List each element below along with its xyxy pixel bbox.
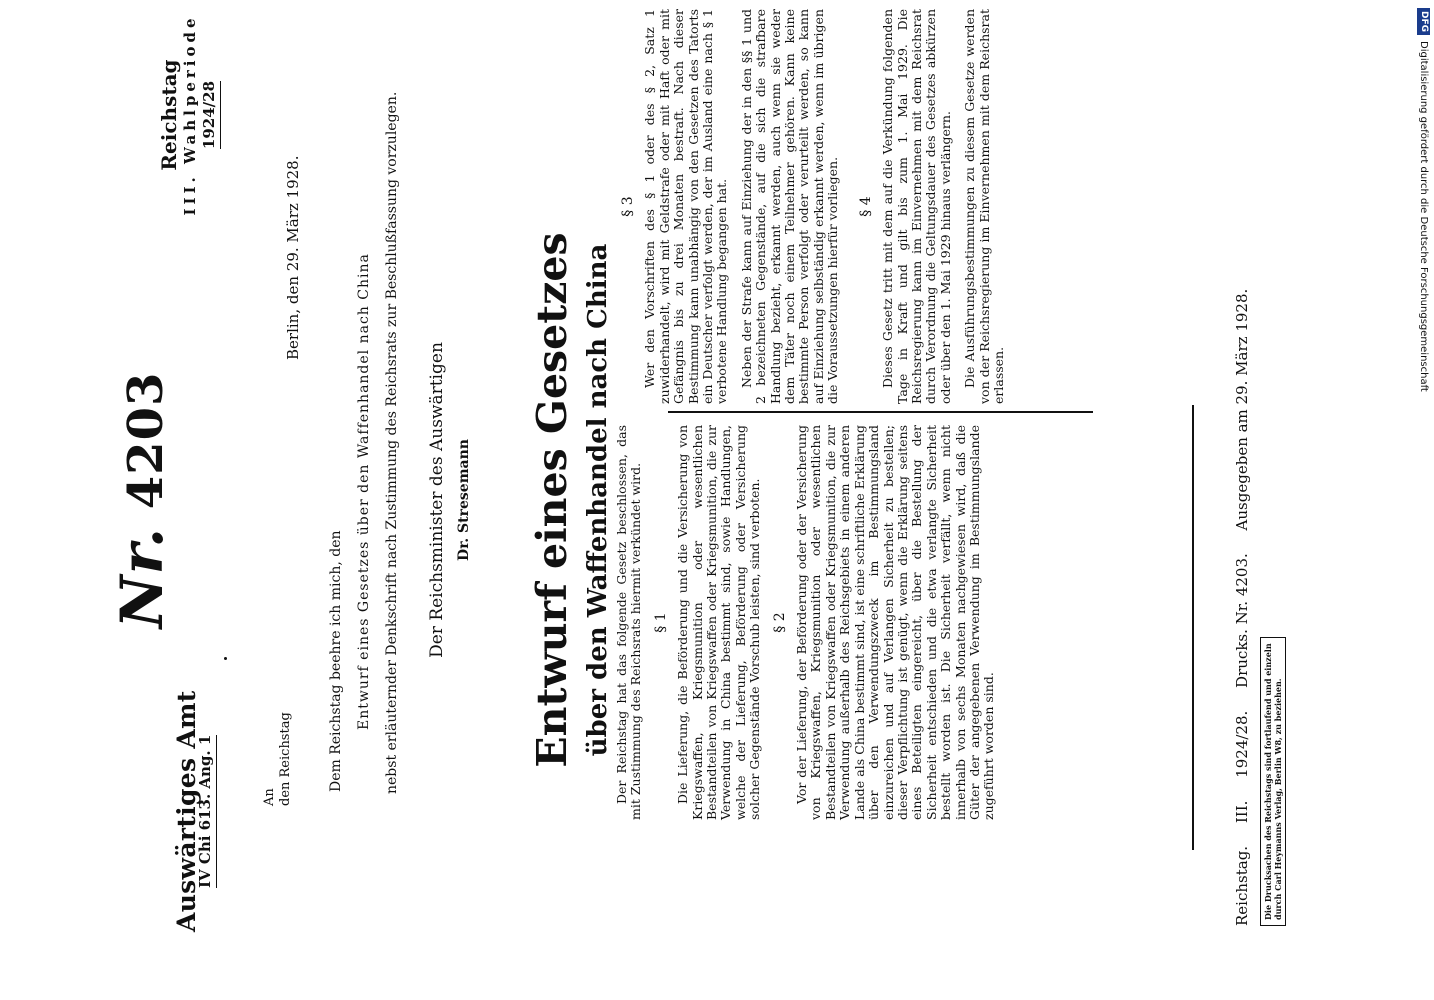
dateline: Berlin, den 29. März 1928. xyxy=(284,155,302,360)
funding-credit-text: Digitalisierung gefördert durch die Deutsche Forschungsgemeinschaft xyxy=(1418,41,1429,392)
signature-role: Der Reichsminister des Auswärtigen xyxy=(427,342,447,658)
bill-title: Entwurf eines Gesetzes xyxy=(528,232,576,768)
document-number-value: 4203 xyxy=(118,371,174,510)
section-2-text: Vor der Lieferung, der Beförderung oder der Versicherung von Kriegswaffen, Kriegsmunition oder wesentlichen Bestandteilen von Kriegswaffen oder Kriegsmunition, die zur Verwendung außerhalb des Reichsgebiets in einem anderen Lande als China bestimmt sind, ist eine schriftliche Erklärung über den Verwendungszweck im Bestimmungsland einzureichen und auf Verlangen Sicherheit zu bestellen; dieser Verpflichtung ist genügt, wenn die Erklärung seitens eines Beteiligten eingereicht, über die Bestellung der Sicherheit entschieden und die etwa verlangte Sicherheit bestellt worden ist. Die Sicherheit verfällt, wenn nicht innerhalb von sechs Monaten nachgewiesen wird, daß die Güter der angegebenen Verwendung im Bestimmungslande zugeführt worden sind. xyxy=(794,425,997,820)
preamble: Der Reichstag hat das folgende Gesetz beschlossen, das mit Zustimmung des Reichsrats hiermit verkündet wird. xyxy=(614,425,644,820)
dfg-logo: DFG xyxy=(1418,8,1431,35)
addressee xyxy=(262,712,294,806)
legislative-years: 1924/28 xyxy=(200,81,221,149)
ink-dot xyxy=(224,657,227,660)
footer-period: III. xyxy=(1233,800,1251,824)
section-1-heading: § 1 xyxy=(652,612,669,633)
footer-issue-date: Ausgegeben am 29. März 1928. xyxy=(1233,288,1251,531)
footer-print-number: Drucks. Nr. 4203. xyxy=(1233,553,1251,688)
section-4-text-1: Dieses Gesetz tritt mit dem auf die Verkündung folgenden Tage in Kraft und gilt bis zum 1. Mai 1929. Die Reichsregierung kann im Einvernehmen mit dem Reichsrat durch Verordnung die Geltungsdauer des Gesetzes abkürzen oder über den 1. Mai 1929 hinaus verlängern. xyxy=(880,9,953,404)
intro-line-1: Dem Reichstag beehre ich mich, den xyxy=(328,530,344,792)
intro-line-3: nebst erläuternder Denkschrift nach Zustimmung des Reichsrats zur Beschlußfassung vorzulegen. xyxy=(384,91,400,794)
right-column xyxy=(615,9,1016,404)
column-divider xyxy=(668,412,1093,414)
left-column xyxy=(615,425,1007,820)
section-2-heading: § 2 xyxy=(771,612,788,633)
document-number-prefix: Nr. xyxy=(108,526,176,629)
section-3-heading: § 3 xyxy=(620,196,636,217)
file-reference: IV Chi 613. Ang. 1 xyxy=(196,735,217,888)
footer-rule xyxy=(1192,405,1194,850)
footer-reichstag: Reichstag. xyxy=(1233,845,1251,926)
addressee-line-2: den Reichstag xyxy=(278,712,293,806)
section-1-text: Die Lieferung, die Beförderung und die Versicherung von Kriegswaffen, Kriegsmunition oder wesentlichen Bestandteilen von Kriegswaffen oder Kriegsmunition, die zur Verwendung in China bestimmt sind, sowie Handlungen, welche der Lieferung, Beförderung oder Versicherung solcher Gegenstände Vorschub leisten, sind verboten. xyxy=(675,425,763,820)
bill-subtitle: über den Waffenhandel nach China xyxy=(583,243,613,757)
section-4-text-2: Die Ausführungsbestimmungen zu diesem Gesetze werden von der Reichsregierung im Einvernehmen mit dem Reichsrat erlassen. xyxy=(962,9,1006,404)
document-number xyxy=(108,0,176,1000)
footer-years: 1924/28. xyxy=(1233,710,1251,778)
signature-name: Dr. Stresemann xyxy=(456,439,472,561)
publisher-notice-box xyxy=(1260,637,1286,926)
section-4-heading: § 4 xyxy=(857,196,874,217)
addressee-line-1: An xyxy=(262,788,277,806)
funding-credit xyxy=(1412,8,1434,992)
publisher-notice-line-1: Die Drucksachen des Reichstags sind fortlaufend und einzeln xyxy=(1263,643,1273,920)
reichstag-title: Reichstag xyxy=(157,59,181,171)
publisher-notice-line-2: durch Carl Heymanns Verlag, Berlin W8, zu beziehen. xyxy=(1273,678,1283,920)
section-3-text-2: Neben der Strafe kann auf Einziehung der in den §§ 1 und 2 bezeichneten Gegenstände, auf die sich die strafbare Handlung bezieht, erkannt werden, auch wenn sie weder dem Täter noch einem Teilnehmer gehören. Kann keine bestimmte Person verfolgt oder verurteilt werden, so kann auf Einziehung selbständig erkannt werden, wenn im übrigen die Voraussetzungen hierfür vorliegen. xyxy=(738,9,841,404)
intro-line-2: Entwurf eines Gesetzes über den Waffenhandel nach China xyxy=(356,253,372,730)
footer-line xyxy=(1233,76,1251,926)
section-3-text-1: Wer den Vorschriften des § 1 oder des § 2, Satz 1 zuwiderhandelt, wird mit Geldstrafe oder mit Haft oder mit Gefängnis bis zu drei Monaten bestraft. Nach dieser Bestimmung kann unabhängig von den Gesetzen des Tatorts ein Deutscher verfolgt werden, der im Ausland eine nach § 1 verbotene Handlung begangen hat. xyxy=(642,9,730,404)
legislative-period: III. Wahlperiode xyxy=(181,14,199,216)
ministry-heading: Auswärtiges Amt xyxy=(172,690,201,932)
